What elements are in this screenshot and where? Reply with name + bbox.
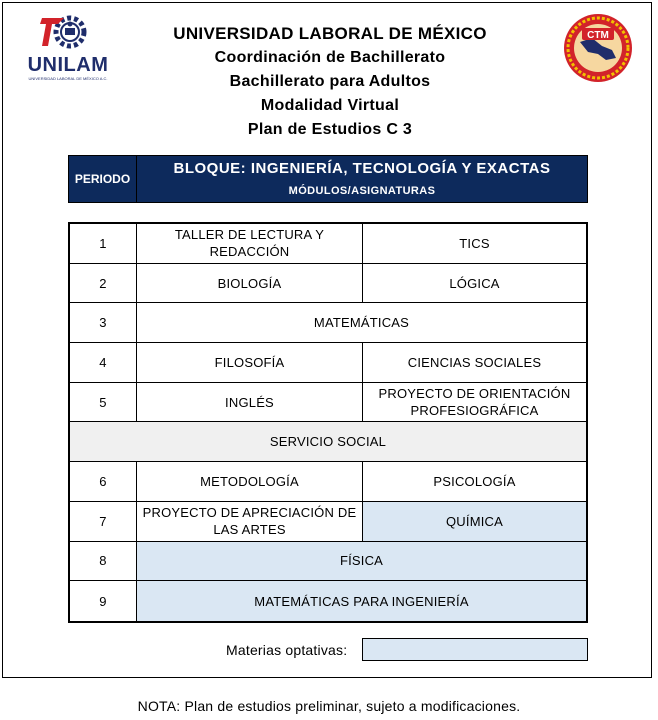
unilam-logo [18,12,118,82]
ctm-logo [562,12,634,84]
optativas-field [362,638,588,661]
subject-cell: FILOSOFÍA [137,343,363,382]
period-number: 5 [70,383,137,422]
subject-cell: QUÍMICA [363,502,586,541]
subject-cell: PROYECTO DE ORIENTACIÓN PROFESIOGRÁFICA [378,386,571,419]
table-row [70,462,586,502]
subject-cell: CIENCIAS SOCIALES [407,354,542,370]
subject-cell: FÍSICA [137,542,586,581]
social-service-cell: SERVICIO SOCIAL [269,434,387,450]
period-number: 9 [70,581,137,621]
optativas-label: Materias optativas: [226,642,348,658]
block-header [68,155,588,203]
document-header [130,22,530,142]
unilam-logo-text: UNILAM [27,54,109,76]
coordination-title: Coordinación de Bachillerato [214,49,446,66]
subject-cell: TALLER DE LECTURA Y REDACCIÓN [137,224,363,263]
period-number: 1 [70,224,137,263]
subject-cell: BIOLOGÍA [137,264,363,303]
university-title: UNIVERSIDAD LABORAL DE MÉXICO [173,24,487,43]
table-row [70,343,586,383]
period-number: 8 [70,542,137,581]
period-number: 2 [70,264,137,303]
subject-cell: METODOLOGÍA [137,462,363,501]
period-number: 7 [70,502,137,541]
bloque-header: BLOQUE: INGENIERÍA, TECNOLOGÍA Y EXACTAS [173,160,551,177]
program-title: Bachillerato para Adultos [229,73,431,90]
table-row [70,264,586,304]
table-row [70,303,586,343]
subject-cell: LÓGICA [449,275,500,291]
table-row [70,422,586,462]
periodo-header: PERIODO [69,156,137,202]
period-number: 3 [70,303,137,342]
subject-cell: INGLÉS [137,383,363,422]
footer-note: NOTA: Plan de estudios preliminar, sujeto a modificaciones. [137,698,521,714]
modality-title: Modalidad Virtual [260,97,400,114]
subject-cell: PROYECTO DE APRECIACIÓN DE LAS ARTES [137,502,363,541]
plan-title: Plan de Estudios C 3 [247,121,413,138]
subject-cell: MATEMÁTICAS [313,315,410,331]
table-row [70,502,586,542]
period-number: 6 [70,462,137,501]
unilam-logo-subtitle: UNIVERSIDAD LABORAL DE MÉXICO A.C. [28,76,108,81]
table-row [70,581,586,621]
table-row [70,224,586,264]
period-number: 4 [70,343,137,382]
modulos-header: MÓDULOS/ASIGNATURAS [288,185,436,197]
subject-cell: TICS [459,235,490,251]
svg-text:CTM: CTM [587,30,609,41]
subject-cell: PSICOLOGÍA [433,473,516,489]
subject-cell: MATEMÁTICAS PARA INGENIERÍA [137,581,586,621]
table-row [70,542,586,582]
study-plan-table [68,222,588,623]
gear-icon [18,12,118,54]
table-row [70,383,586,423]
